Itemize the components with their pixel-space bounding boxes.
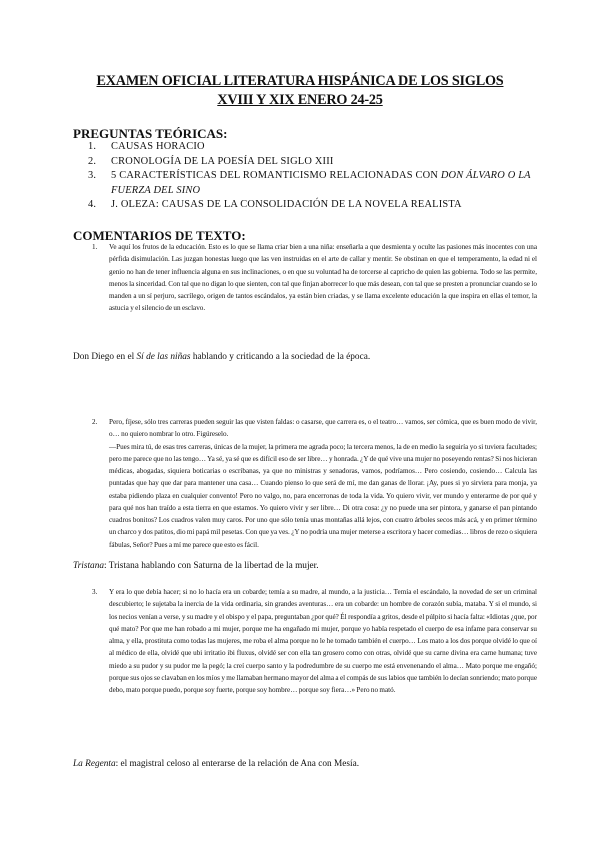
caption-work-title: La Regenta	[73, 759, 116, 769]
theory-question	[73, 140, 543, 155]
question-number: 1.	[88, 141, 97, 152]
question-number: 2.	[88, 155, 97, 167]
theory-question-list	[73, 140, 543, 213]
caption-post: : Tristana hablando con Saturna de la libertad de la mujer.	[104, 561, 319, 571]
question-number: 3.	[88, 170, 97, 182]
question-text: CRONOLOGÍA DE LA POESÍA DEL SIGLO XIII	[111, 155, 334, 167]
text-caption	[73, 560, 319, 572]
question-text: CAUSAS HORACIO	[111, 141, 205, 152]
text-number: 2.	[92, 418, 98, 426]
question-text: J. OLEZA: CAUSAS DE LA CONSOLIDACIÓN DE LA NOVELA REALISTA	[111, 199, 462, 211]
caption-post: : el magistral celoso al enterarse de la relación de Ana con Mesía.	[115, 759, 360, 769]
comments-heading: COMENTARIOS DE TEXTO:	[73, 228, 246, 243]
text-passage: Pero, fíjese, sólo tres carreras pueden seguir las que visten faldas: o casarse, que carrera es, o el teatro… vamos, ser cómica, que es buen modo de vivir, o… no quiero nombrar lo otro. Figúreselo. —Pues mira tú, de esas tres carreras, únicas de la mujer, la primera me agrada poco; la tercera menos, la de en medio la seguiría yo si tuviera facultades; pero me parece que no las tengo… Ya sé, ya sé que es difícil eso de ser libre… y honrada. ¿Y de qué vive una mujer no poseyendo rentas? Si nos hicieran médicas, abogadas, siquiera boticarias o escribanas, ya que no ministras y senadoras, vamos, podríamos… Pero cosiendo, cosiendo… Calcula las puntadas que hay que dar para mantener una casa… Cuando pienso lo que será de mí, me dan ganas de llorar. ¡Ay, pues si yo sirviera para monja, ya estaba pidiendo plaza en cualquier convento! Pero no valgo, no, para encerronas de toda la vida. Yo quiero vivir, ver mundo y enterarme de por qué y para qué nos han traído a esta tierra en que estamos. Yo quiero vivir y ser libre… Di otra cosa: ¿y no puede una ser pintora, y ganarse el pan pintando cuadros bonitos? Los cuadros valen muy caros. Por uno que sólo tenía unas montañas allá lejos, con cuatro árboles secos más acá, y en primer término un charco y dos patitos, dio mi papá mil pesetas. Con que ya ves. ¿Y no podría una mujer meterse a escritora y hacer comedias… libros de rezo o siquiera fábulas, Señor? Pues a mí me parece que esto es fácil.	[109, 418, 537, 549]
theory-question	[73, 198, 543, 213]
text-number: 3.	[92, 588, 98, 596]
question-number: 4.	[88, 199, 97, 211]
theory-heading: PREGUNTAS TEÓRICAS:	[73, 126, 228, 141]
theory-question	[73, 155, 543, 170]
exam-title-line-2: XVIII Y XIX ENERO 24-25	[217, 92, 383, 108]
caption-pre: Don Diego en el	[73, 352, 137, 362]
text-passage: Ve aquí los frutos de la educación. Esto es lo que se llama criar bien a una niña: enseñarla a que desmienta y oculte las pasiones más inocentes con una pérfida disimulación. Las juzgan honestas luego que las ven instruidas en el arte de callar y mentir. Se obstinan en que el temperamento, la edad ni el genio no han de tener influencia alguna en sus inclinaciones, o en que su voluntad ha de torcerse al capricho de quien las gobierna. Todo se las permite, menos la sinceridad. Con tal que no digan lo que sienten, con tal que finjan aborrecer lo que más desean, con tal que se presten a pronunciar cuando se lo manden a un sí perjuro, sacrílego, origen de tantos escándalos, ya están bien criadas, y se llama excelente educación la que inspira en ellas el temor, la astucia y el silencio de un esclavo.	[109, 243, 537, 313]
theory-question	[73, 169, 543, 198]
exam-title-line-1: EXAMEN OFICIAL LITERATURA HISPÁNICA DE LOS SIGLOS	[96, 73, 504, 89]
question-text-italic: DON ÁLVARO O LA FUERZA DEL SINO	[111, 170, 531, 196]
text-number: 1.	[92, 243, 98, 251]
text-caption	[73, 351, 370, 363]
caption-work-title: Tristana	[73, 561, 105, 571]
exam-title	[60, 72, 540, 110]
caption-work-title: Sí de las niñas	[136, 352, 191, 362]
caption-post: hablando y criticando a la sociedad de la época.	[190, 352, 371, 362]
text-caption	[73, 758, 359, 770]
text-passage: Y era lo que debía hacer; si no lo hacía era un cobarde; temía a su madre, al mundo, a la justicia… Temía el escándalo, la novedad de ser un criminal descubierto; le sujetaba la inercia de la vida ordinaria, sin grandes aventuras… era un cobarde: un hombre de corazón subía, mataba. Y si el mundo, si los necios venían a verse, y su madre y el obispo y el papa, preguntaban ¿por qué? Él respondía a gritos, desde el púlpito si hacía falta: «Idiotas ¿que, por qué mato? Por que me han robado a mi mujer, porque me ha engañado mi mujer, porque yo había respetado el cuerpo de esa infame para conservar su alma, y ella, prostituta como todas las mujeres, me roba el alma porque no le he tomado también el cuerpo… Los mato a los dos porque olvidé lo que oí al médico de ella, olvidé que ubi irritatio ibi fluxus, olvidé ser con ella tan grosero como con otras, olvidé que su carne divina era carne humana; tuve miedo a su pudor y su pudor me la pegó; la creí cuerpo santo y la podredumbre de su cuerpo me está envenenando el alma… Mato porque me engañó; porque sus ojos se clavaban en los míos y me llamaban hermano mayor del alma a el compás de sus labios que también lo decían sonriendo; mato porque debo, mato porque puedo, porque soy fuerte, porque soy hombre… porque soy fiera…» Pero no mató.	[109, 588, 537, 694]
question-text: 5 CARACTERÍSTICAS DEL ROMANTICISMO RELACIONADAS CON	[111, 170, 441, 182]
